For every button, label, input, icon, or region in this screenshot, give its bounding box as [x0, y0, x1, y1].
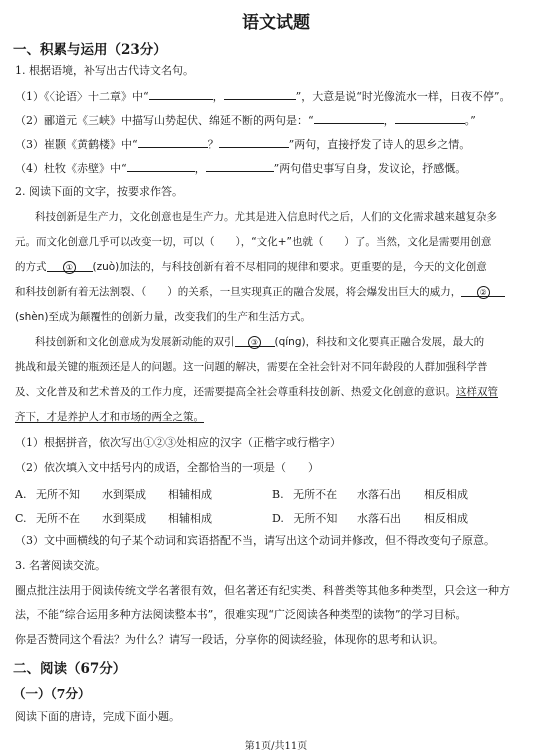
underlined-sentence: 这样双管	[456, 386, 498, 398]
passage-line: 科技创新和文化创意成为发展新动能的双引 ③ (qíng)，科技和文化要真正融合发展，最大的	[35, 336, 485, 348]
answer-blank[interactable]	[219, 136, 289, 148]
q3-line: 圈点批注法用于阅读传统文学名著很有效，但名著还有纪实类、科普类等其他多种类型，只会这一种方	[15, 584, 510, 597]
q3-line: 法，不能“综合运用多种方法阅读整本书”，很难实现“广泛阅读各种类型的读物”的学习目标。	[15, 608, 467, 621]
answer-blank[interactable]	[224, 88, 296, 100]
answer-blank-3[interactable]	[235, 335, 275, 347]
q1-item-2: （2）郦道元《三峡》中描写山势起伏、绵延不断的两句是：“ ， 。”	[15, 114, 476, 127]
answer-blank[interactable]	[149, 88, 213, 100]
option-b-item: 水落石出	[357, 488, 401, 501]
option-d-item: 相反相成	[424, 512, 468, 525]
circled-number-2: ②	[477, 286, 490, 299]
option-a[interactable]: A. 无所不知	[15, 488, 80, 501]
option-a-item: 相辅相成	[168, 488, 212, 501]
q1-item-1: （1）《〈论语〉十二章》中“ ， ”，大意是说“时光像流水一样，日夜不停”。	[15, 90, 511, 103]
passage-line: (shèn)至成为颠覆性的创新力量，改变我们的生产和生活方式。	[15, 311, 311, 323]
passage-line: 科技创新是生产力，文化创意也是生产力。尤其是进入信息时代之后，人们的文化需求越来越复杂多	[35, 211, 497, 223]
q2-sub-3: （3）文中画横线的句子某个动词和宾语搭配不当，请写出这个动词并修改，但不得改变句子原意。	[15, 534, 495, 547]
page-title: 语文试题	[242, 13, 310, 33]
circled-number-3: ③	[248, 336, 261, 349]
option-c-item: 水到渠成	[102, 512, 146, 525]
answer-blank[interactable]	[127, 160, 195, 172]
q1-item-3: （3）崔颢《黄鹤楼》中“ ？ ”两句，直接抒发了诗人的思乡之情。	[15, 138, 471, 151]
passage-line: 的方式 ① (zuò)加法的，与科技创新有着不尽相同的规律和要求。更重要的是，今天的文化创意	[15, 261, 487, 273]
passage-line: 元。而文化创意几乎可以改变一切，可以（ ），“文化+”也就（ ）了。当然，文化是需要用创意	[15, 236, 492, 248]
answer-blank[interactable]	[206, 160, 274, 172]
option-b-item: 相反相成	[424, 488, 468, 501]
option-d[interactable]: D. 无所不知	[272, 512, 338, 525]
section-2-instruction: 阅读下面的唐诗，完成下面小题。	[15, 710, 180, 723]
option-d-item: 水落石出	[357, 512, 401, 525]
passage-line	[15, 410, 204, 424]
q3-line: 你是否赞同这个看法？为什么？请写一段话，分享你的阅读经验，体现你的思考和认识。	[15, 633, 444, 646]
answer-blank[interactable]	[138, 136, 208, 148]
q3-stem: 3. 名著阅读交流。	[15, 559, 106, 572]
answer-blank[interactable]	[395, 112, 465, 124]
passage-line: 和科技创新有着无法割裂、（ ）的关系，一旦实现真正的融合发展，将会爆发出巨大的威力， ②	[15, 285, 505, 299]
answer-blank[interactable]	[314, 112, 384, 124]
q2-sub-2: （2）依次填入文中括号内的成语，全都恰当的一项是（ ）	[15, 461, 319, 474]
option-c-item: 相辅相成	[168, 512, 212, 525]
answer-blank-2[interactable]	[461, 285, 505, 297]
q1-stem: 1. 根据语境，补写出古代诗文名句。	[15, 64, 194, 77]
option-b[interactable]: B. 无所不在	[272, 488, 338, 501]
underlined-sentence: 齐下，才是养护人才和市场的两全之策。	[15, 411, 204, 423]
option-c[interactable]: C. 无所不在	[15, 512, 81, 525]
q2-stem: 2. 阅读下面的文字，按要求作答。	[15, 185, 183, 198]
section-2-heading: 二、阅读（67分）	[13, 661, 127, 677]
q2-sub-1: （1）根据拼音，依次写出①②③处相应的汉字（正楷字或行楷字）	[15, 436, 341, 449]
passage-line: 挑战和最关键的瓶颈还是人的问题。这一问题的解决，需要在全社会针对不同年龄段的人群加强科学普	[15, 361, 488, 373]
answer-blank-1[interactable]	[47, 260, 93, 272]
section-2-subheading: （一）（7分）	[13, 686, 91, 701]
passage-line: 及、文化普及和艺术普及的工作力度，还需要提高全社会尊重科技创新、热爱文化创意的意识。这样双管	[15, 386, 498, 398]
section-1-heading: 一、积累与运用（23分）	[13, 42, 167, 58]
page-number: 第1页/共11页	[244, 741, 308, 752]
circled-number-1: ①	[63, 261, 76, 274]
option-a-item: 水到渠成	[102, 488, 146, 501]
q1-item-4: （4）杜牧《赤壁》中“ ， ”两句借史事写自身，发议论，抒感慨。	[15, 162, 467, 175]
